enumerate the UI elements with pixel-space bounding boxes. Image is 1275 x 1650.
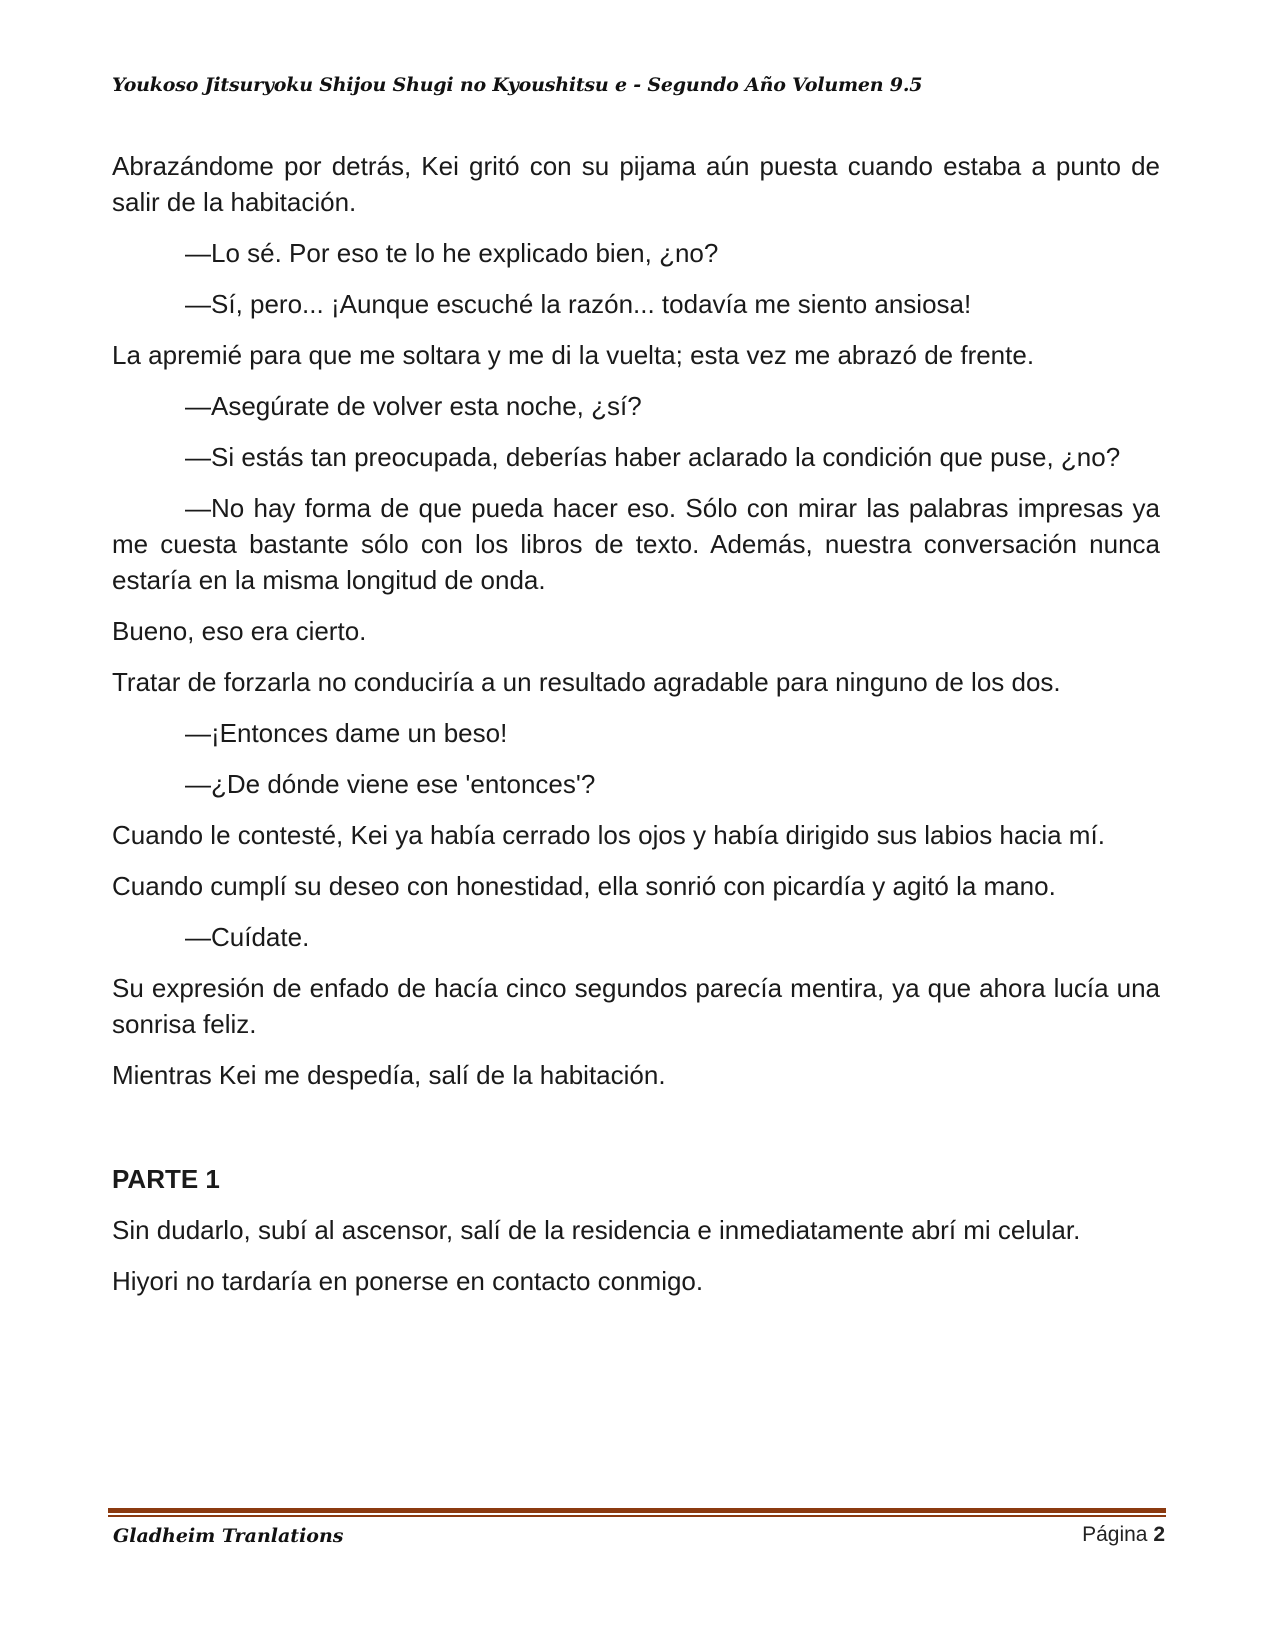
dialogue-line: —Cuídate. [185,922,310,952]
paragraph: Su expresión de enfado de hacía cinco segundos parecía mentira, ya que ahora lucía una sonrisa feliz. [112,973,1160,1039]
dialogue-line: —¡Entonces dame un beso! [185,718,508,748]
page-header-title: Youkoso Jitsuryoku Shijou Shugi no Kyoushitsu e - Segundo Año Volumen 9.5 [112,74,923,96]
footer-divider [108,1508,1166,1517]
paragraph: Tratar de forzarla no conduciría a un resultado agradable para ninguno de los dos. [112,667,1061,697]
paragraph: Bueno, eso era cierto. [112,616,367,646]
dialogue-line: —Sí, pero... ¡Aunque escuché la razón... todavía me siento ansiosa! [185,289,972,319]
dialogue-line: —Asegúrate de volver esta noche, ¿sí? [185,391,642,421]
dialogue-line: —Lo sé. Por eso te lo he explicado bien, ¿no? [185,238,719,268]
paragraph: Sin dudarlo, subí al ascensor, salí de la residencia e inmediatamente abrí mi celular. [112,1215,1081,1245]
footer-credit: Gladheim Tranlations [113,1525,344,1547]
page-body [112,148,1160,1314]
paragraph: Mientras Kei me despedía, salí de la habitación. [112,1060,666,1090]
page-number-value: 2 [1153,1523,1165,1546]
page-number [1082,1523,1165,1547]
section-heading: PARTE 1 [112,1164,220,1194]
paragraph: Cuando le contesté, Kei ya había cerrado los ojos y había dirigido sus labios hacia mí. [112,820,1105,850]
dialogue-line: —Si estás tan preocupada, deberías haber aclarado la condición que puse, ¿no? [185,442,1121,472]
paragraph: Hiyori no tardaría en ponerse en contacto conmigo. [112,1266,704,1296]
paragraph: Abrazándome por detrás, Kei gritó con su pijama aún puesta cuando estaba a punto de salir de la habitación. [112,151,1160,217]
dialogue-line: —¿De dónde viene ese 'entonces'? [185,769,596,799]
page-label: Página [1082,1523,1148,1546]
paragraph: La apremié para que me soltara y me di la vuelta; esta vez me abrazó de frente. [112,340,1035,370]
paragraph: Cuando cumplí su deseo con honestidad, ella sonrió con picardía y agitó la mano. [112,871,1056,901]
dialogue-line: —No hay forma de que pueda hacer eso. Sólo con mirar las palabras impresas ya me cuesta bastante sólo con los libros de texto. Además, nuestra conversación nunca estaría en la misma longitud de onda. [112,493,1160,595]
